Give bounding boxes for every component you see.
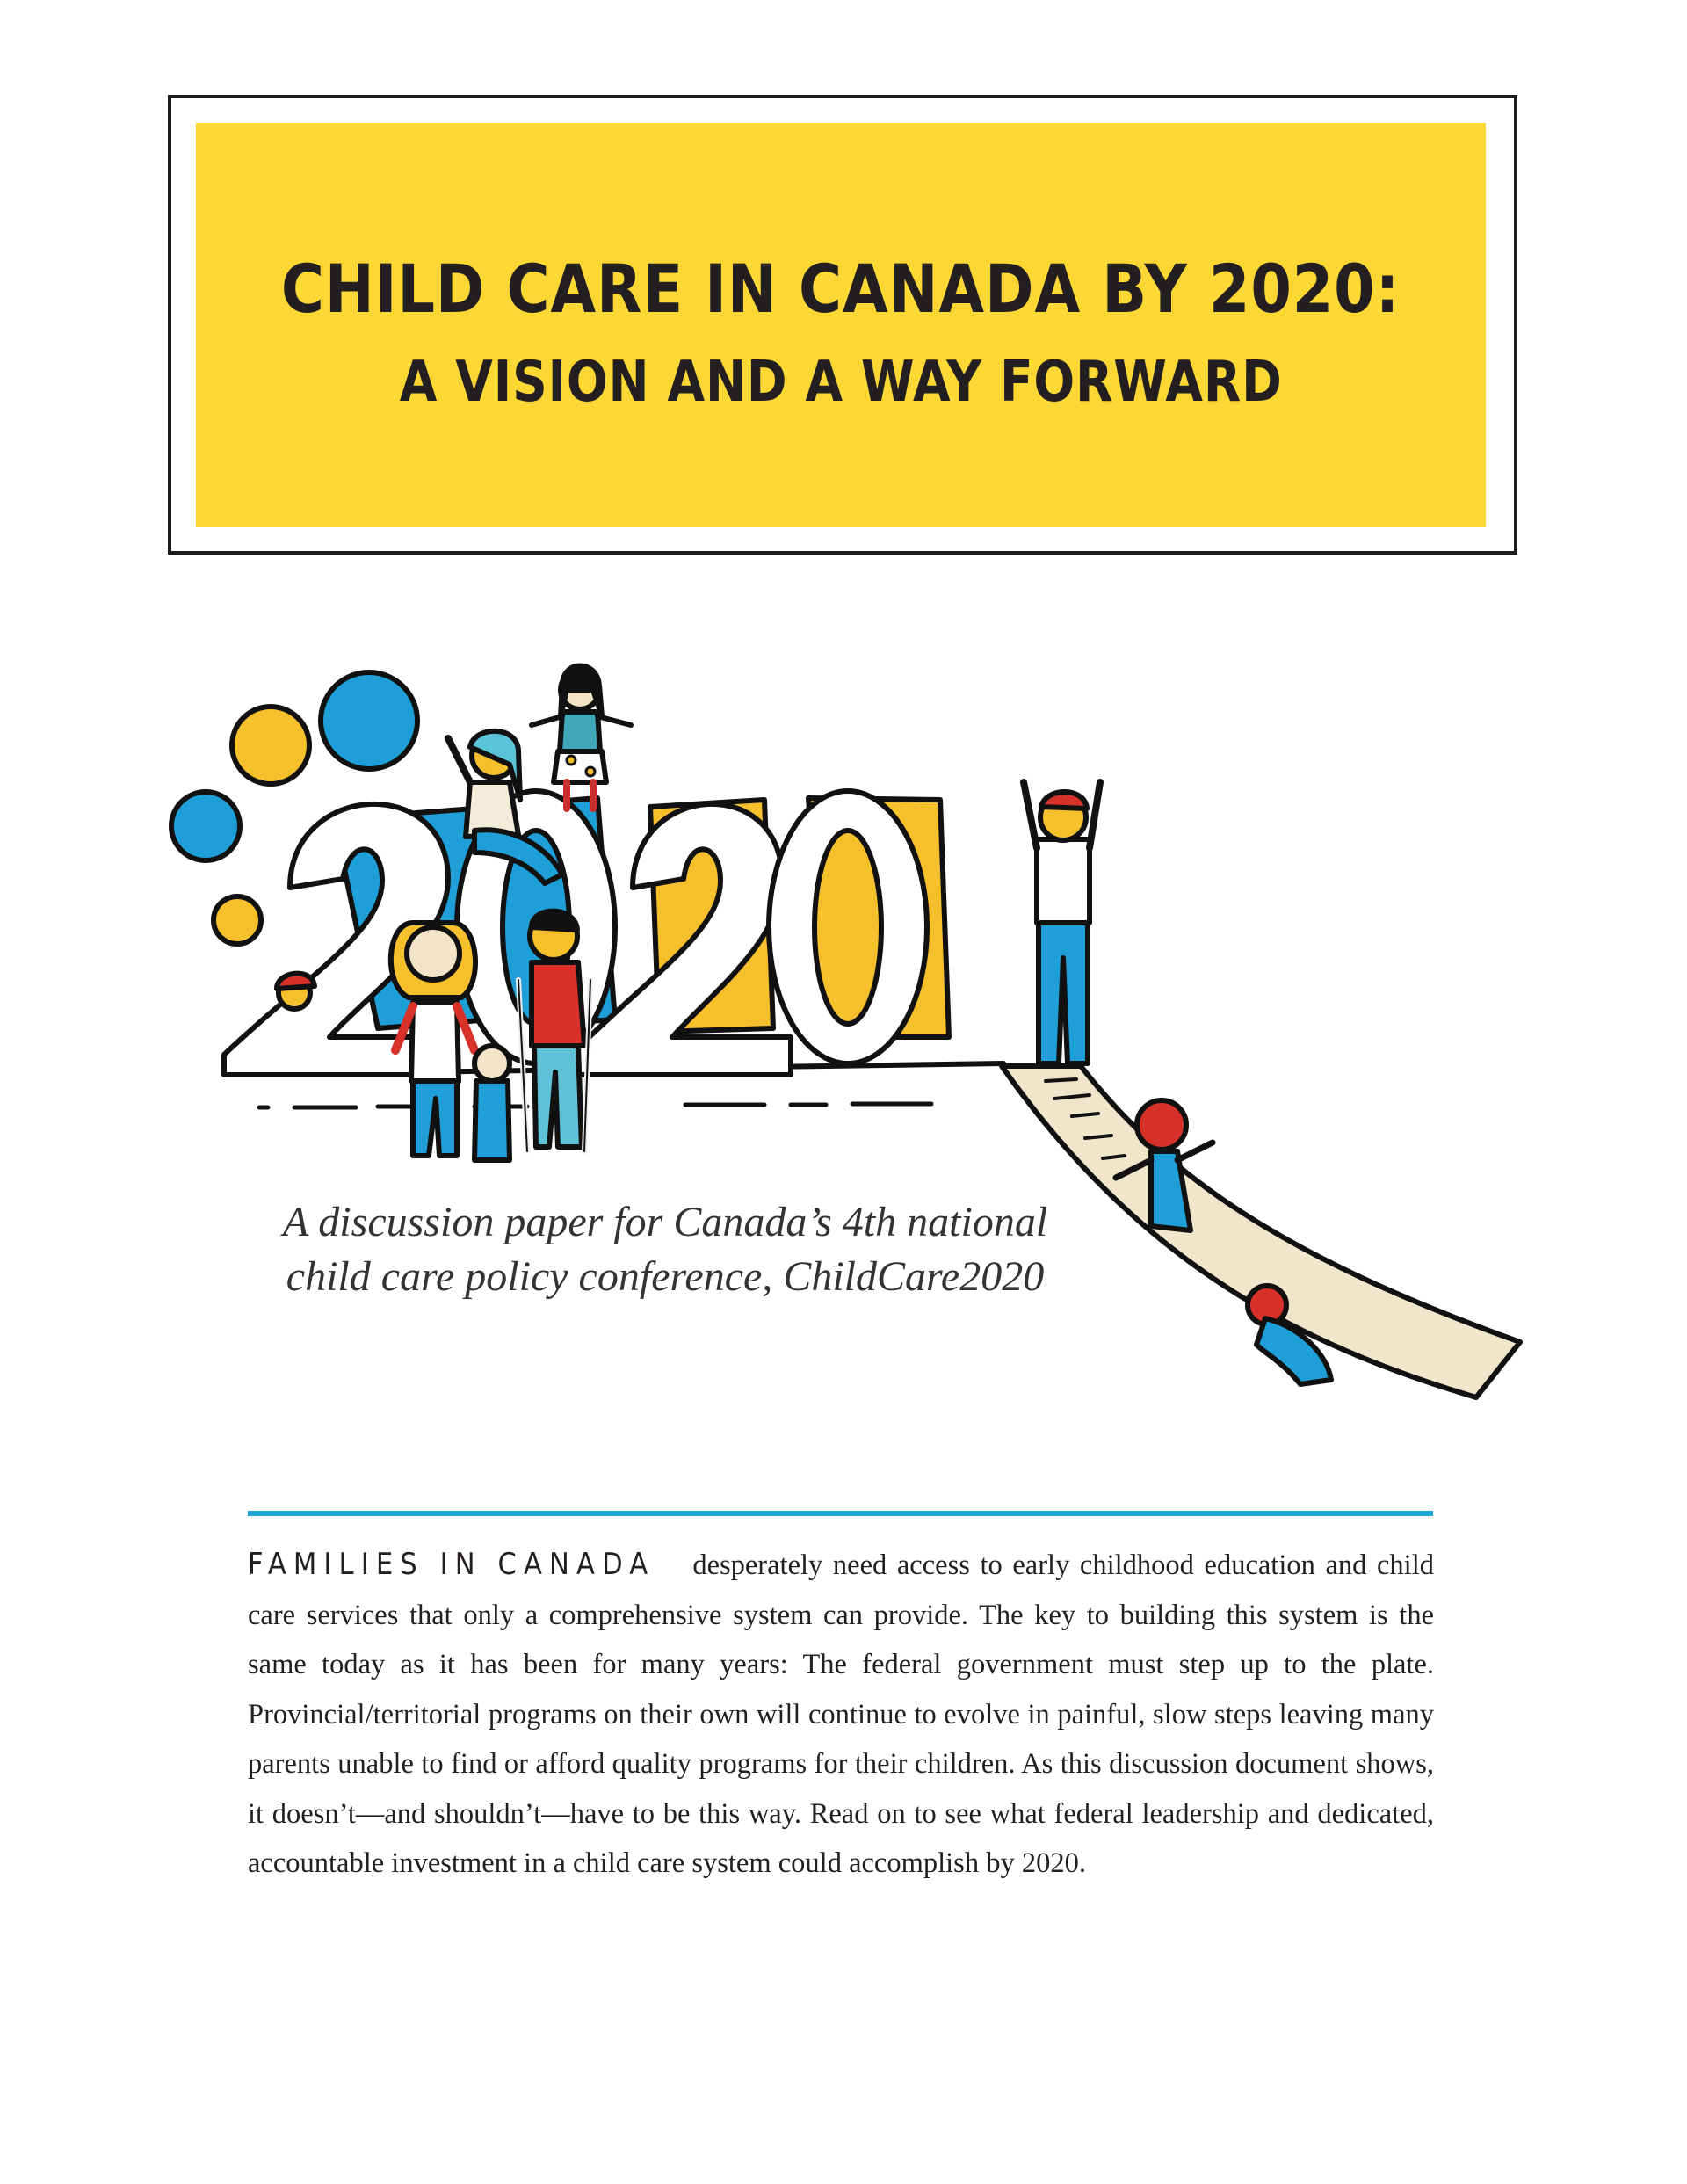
cover-illustration (158, 650, 1529, 1424)
child-overalls (474, 1046, 510, 1160)
subtitle (248, 1195, 1082, 1304)
child-cheering (1024, 782, 1100, 1063)
adult-woman (391, 923, 475, 1156)
lead-in: FAMILIES IN CANADA (248, 1547, 655, 1582)
bubble-blue-2 (171, 792, 240, 860)
dashed-road (259, 1104, 931, 1107)
child-peeking (277, 974, 315, 1009)
subtitle-line-2: child care policy conference, ChildCare2020 (286, 1253, 1045, 1300)
bubble-yellow-2 (214, 896, 261, 944)
title-box (168, 95, 1517, 555)
section-divider (248, 1511, 1433, 1516)
bubble-blue-large (321, 672, 417, 769)
child-arms-open (532, 666, 631, 809)
intro-paragraph (248, 1540, 1434, 1889)
intro-text: desperately need access to early childhood education and child care services that only a comprehensive system can provide. The key to building this system is the same today as it has been for many years: The federal government must step up to the plate. Provincial/territorial programs on their own will continue to evolve in painful, slow steps leaving many parents unable to find or afford quality programs for their children. As this discussion document shows, it doesn’t—and shouldn’t—have to be this way. Read on to see what federal leadership and dedicated, accountable investment in a child care system could accomplish by 2020. (248, 1549, 1434, 1879)
title-main: CHILD CARE IN CANADA BY 2020: (281, 250, 1401, 328)
title-sub: A VISION AND A WAY FORWARD (399, 350, 1283, 415)
title-banner (196, 123, 1486, 527)
subtitle-line-1: A discussion paper for Canada’s 4th national (282, 1199, 1048, 1245)
bubble-yellow-1 (232, 707, 309, 784)
